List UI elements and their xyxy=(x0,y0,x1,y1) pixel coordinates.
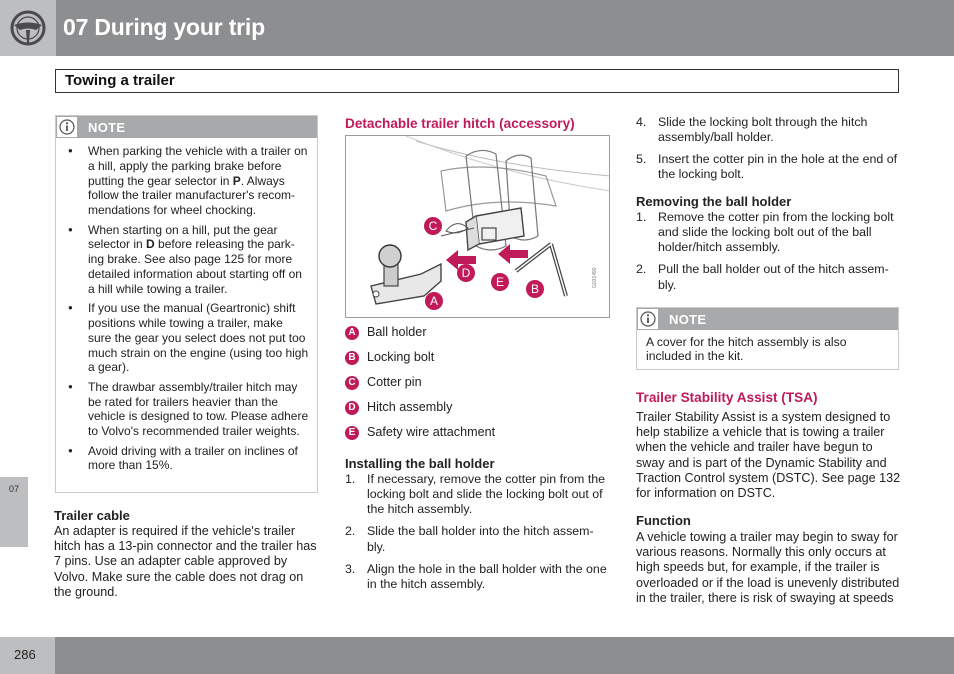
page-footer xyxy=(0,637,954,674)
removing-steps xyxy=(636,210,902,300)
legend-badge-e: E xyxy=(345,426,359,440)
step-text: If necessary, remove the cotter pin from the locking bolt and slide the locking bolt out of the hitch assembly. xyxy=(367,472,606,517)
step-number: 2. xyxy=(345,524,356,539)
note-bullet-item: ● Avoid driving with a trailer on inclines of more than 15%. xyxy=(68,444,309,474)
steering-wheel-icon xyxy=(10,10,46,46)
hitch-illustration xyxy=(345,135,610,318)
note-box-parking xyxy=(55,115,318,493)
legend-badge-a: A xyxy=(345,326,359,340)
figure-label-e: E xyxy=(491,273,509,291)
step-item xyxy=(636,210,902,256)
step-item xyxy=(636,152,901,182)
legend-item xyxy=(345,375,610,400)
section-bar xyxy=(55,69,899,93)
logo-box xyxy=(0,0,56,56)
legend-text: Safety wire attachment xyxy=(367,425,496,439)
legend-badge-d: D xyxy=(345,401,359,415)
page-header xyxy=(0,0,954,56)
info-icon xyxy=(56,116,78,138)
legend-text: Ball holder xyxy=(367,325,427,339)
note-box-cover xyxy=(636,307,899,370)
note-bullet-item: ● When starting on a hill, put the gear selector in D before releasing the park-ing brake. See also page 125 for more detailed information about starting off on a hill while towing a trailer. xyxy=(68,223,309,297)
section-title: Towing a trailer xyxy=(65,72,175,89)
hitch-legend xyxy=(345,325,610,450)
chapter-side-tab-label: 07 xyxy=(9,484,20,494)
trailer-cable-heading: Trailer cable xyxy=(54,508,130,523)
note-bullet-item: ● The drawbar assembly/trailer hitch may be rated for trailers heavier than the vehicle is designed to tow. Please adhere to Volvo's recommended trailer weights. xyxy=(68,380,309,439)
step-item xyxy=(345,562,610,592)
figure-label-b: B xyxy=(526,280,544,298)
step-item xyxy=(636,262,902,292)
note-label: NOTE xyxy=(669,312,707,327)
hitch-heading: Detachable trailer hitch (accessory) xyxy=(345,116,575,131)
page-number: 286 xyxy=(14,647,36,662)
note-bullet-item: ● When parking the vehicle with a trailer on a hill, apply the parking brake before putting the gear selector in P. Always follow the trailer manufacturer's recom-mendations for wheel chocking. xyxy=(68,144,309,218)
note-bullet-item: ● If you use the manual (Geartronic) shift positions while towing a trailer, make sure the gear you select does not put too much strain on the engine (using too high a gear). xyxy=(68,301,309,375)
step-text: Pull the ball holder out of the hitch assem-bly. xyxy=(658,262,889,292)
installing-steps-continued xyxy=(636,115,901,189)
hitch-drawing xyxy=(346,136,610,318)
step-text: Align the hole in the ball holder with the one in the hitch assembly. xyxy=(367,561,607,591)
legend-item xyxy=(345,425,610,450)
legend-text: Cotter pin xyxy=(367,375,422,389)
function-text: A vehicle towing a trailer may begin to sway for various reasons. Normally this only occurs at high speeds but, for example, if the trailer is overloaded or if the load is unevenly distributed in the trailer, there is risk of swaying at speeds xyxy=(636,530,900,605)
step-text: Slide the ball holder into the hitch assem-bly. xyxy=(367,524,594,554)
legend-item xyxy=(345,400,610,425)
note-label: NOTE xyxy=(88,120,126,135)
figure-label-c: C xyxy=(424,217,442,235)
legend-item xyxy=(345,350,610,375)
legend-text: Locking bolt xyxy=(367,350,435,364)
note-bullet-list xyxy=(56,138,317,473)
info-icon xyxy=(637,308,659,330)
gear-letter: D xyxy=(146,237,155,252)
removing-heading: Removing the ball holder xyxy=(636,194,792,209)
legend-badge-c: C xyxy=(345,376,359,390)
step-text: Remove the cotter pin from the locking bolt and slide the locking bolt out of the ball holder/hitch assembly. xyxy=(658,210,894,255)
trailer-cable-text: An adapter is required if the vehicle's trailer hitch has a 13-pin connector and the trailer has 7 pins. Use an adapter cable approved by Volvo. Make sure the cable does not drag on the ground. xyxy=(54,524,317,599)
legend-text: Hitch assembly xyxy=(367,400,453,414)
page-number-box xyxy=(0,637,55,674)
installing-heading: Installing the ball holder xyxy=(345,456,495,471)
gear-letter: P xyxy=(232,173,241,188)
step-number: 4. xyxy=(636,115,647,129)
step-number: 1. xyxy=(345,472,356,486)
step-number: 5. xyxy=(636,152,647,167)
function-heading: Function xyxy=(636,513,691,528)
step-text: Insert the cotter pin in the hole at the end of the locking bolt. xyxy=(658,152,898,182)
figure-label-d: D xyxy=(457,264,475,282)
step-item xyxy=(345,524,610,554)
chapter-title: 07 During your trip xyxy=(63,14,265,40)
step-number: 1. xyxy=(636,210,647,224)
chapter-side-tab xyxy=(0,477,28,547)
note-text: A cover for the hitch assembly is also included in the kit. xyxy=(646,335,847,363)
step-number: 2. xyxy=(636,262,647,277)
step-item xyxy=(636,115,901,145)
legend-badge-b: B xyxy=(345,351,359,365)
figure-label-a: A xyxy=(425,292,443,310)
note-header xyxy=(56,116,317,138)
installing-steps xyxy=(345,472,610,599)
legend-item xyxy=(345,325,610,350)
note-header xyxy=(637,308,898,330)
step-text: Slide the locking bolt through the hitch assembly/ball holder. xyxy=(658,115,868,145)
tsa-heading: Trailer Stability Assist (TSA) xyxy=(636,390,818,405)
tsa-text: Trailer Stability Assist is a system designed to help stabilize a vehicle that is towing a trailer when the vehicle and trailer have begun to sway and is part of the Dynamic Stability and Traction Control system (DSTC). See page 132 for information on DSTC. xyxy=(636,410,901,501)
step-item xyxy=(345,472,610,518)
figure-code: G031490 xyxy=(592,267,598,288)
step-number: 3. xyxy=(345,561,356,576)
